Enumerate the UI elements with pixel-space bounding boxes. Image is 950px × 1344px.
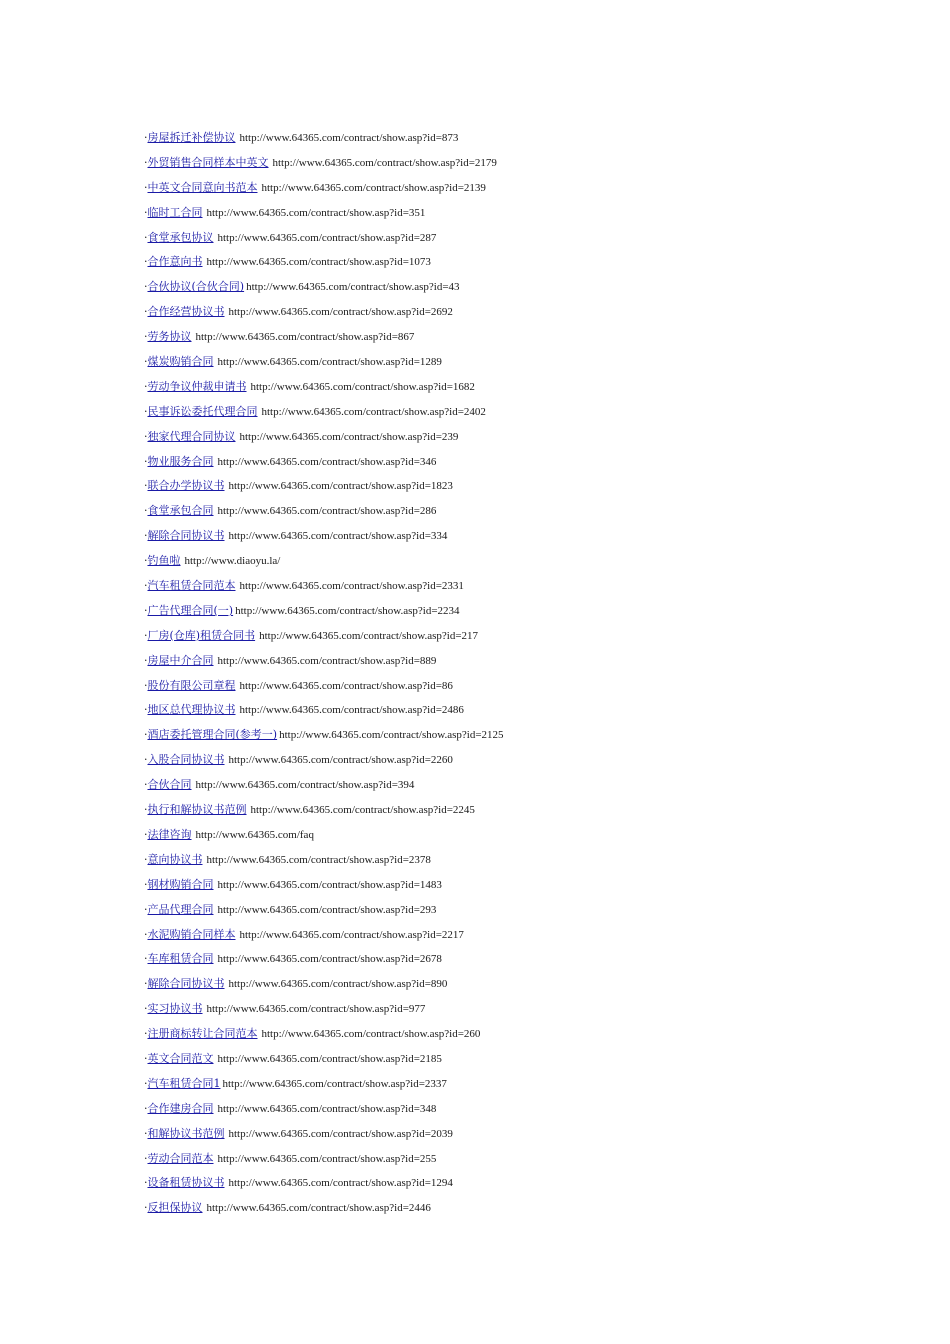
bullet-dot: ·	[144, 728, 148, 742]
list-item	[144, 450, 504, 475]
contract-title-link[interactable]: 临时工合同	[147, 205, 203, 219]
bullet-dot: ·	[144, 429, 148, 443]
list-item	[144, 549, 504, 574]
contract-title-link[interactable]: 和解协议书范例	[147, 1126, 225, 1140]
contract-title-link[interactable]: 合伙协议(合伙合同)	[147, 280, 245, 294]
list-item	[144, 250, 504, 275]
bullet-dot: ·	[144, 628, 148, 642]
list-item	[144, 275, 504, 300]
bullet-dot: ·	[144, 852, 148, 866]
bullet-dot: ·	[144, 653, 148, 667]
list-item	[144, 350, 504, 375]
bullet-dot: ·	[144, 1126, 148, 1140]
bullet-dot: ·	[144, 927, 148, 941]
contract-title-link[interactable]: 厂房(仓库)租赁合同书	[147, 628, 256, 642]
contract-url-text: http://www.64365.com/contract/show.asp?id=1483	[217, 878, 442, 891]
contract-title-link[interactable]: 食堂承包合同	[147, 504, 214, 518]
contract-url-text: http://www.64365.com/contract/show.asp?id=255	[217, 1152, 437, 1165]
list-item	[144, 1022, 504, 1047]
contract-title-link[interactable]: 房屋中介合同	[147, 653, 214, 667]
contract-url-text: http://www.64365.com/contract/show.asp?id=2486	[239, 704, 464, 717]
contract-url-text: http://www.64365.com/contract/show.asp?id=2179	[272, 156, 497, 169]
list-item	[144, 848, 504, 873]
bullet-dot: ·	[144, 753, 148, 767]
contract-title-link[interactable]: 煤炭购销合同	[147, 355, 214, 369]
bullet-dot: ·	[144, 827, 148, 841]
list-item	[144, 226, 504, 251]
contract-title-link[interactable]: 解除合同协议书	[147, 529, 225, 543]
bullet-dot: ·	[144, 877, 148, 891]
contract-title-link[interactable]: 劳动争议仲裁申请书	[147, 379, 247, 393]
bullet-dot: ·	[144, 1201, 148, 1215]
contract-title-link[interactable]: 钢材购销合同	[147, 877, 214, 891]
contract-url-text: http://www.64365.com/contract/show.asp?id=2446	[206, 1202, 431, 1215]
contract-url-text: http://www.64365.com/contract/show.asp?id=1073	[206, 256, 431, 269]
contract-title-link[interactable]: 合作经营协议书	[147, 305, 225, 319]
contract-title-link[interactable]: 执行和解协议书范例	[147, 803, 247, 817]
contract-title-link[interactable]: 设备租赁协议书	[147, 1176, 225, 1190]
list-item	[144, 823, 504, 848]
bullet-dot: ·	[144, 529, 148, 543]
contract-url-text: http://www.64365.com/contract/show.asp?id=346	[217, 455, 437, 468]
contract-url-text: http://www.64365.com/contract/show.asp?id=2260	[228, 754, 453, 767]
list-item	[144, 499, 504, 524]
list-item	[144, 649, 504, 674]
bullet-dot: ·	[144, 678, 148, 692]
contract-url-text: http://www.64365.com/contract/show.asp?id=43	[246, 281, 460, 294]
contract-title-link[interactable]: 广告代理合同(一)	[147, 603, 234, 617]
list-item	[144, 997, 504, 1022]
contract-title-link[interactable]: 水泥购销合同样本	[147, 927, 236, 941]
contract-title-link[interactable]: 物业服务合同	[147, 454, 214, 468]
contract-url-text: http://www.64365.com/contract/show.asp?id=2331	[239, 580, 464, 593]
contract-title-link[interactable]: 汽车租赁合同范本	[147, 579, 236, 593]
list-item	[144, 574, 504, 599]
contract-title-link[interactable]: 外贸销售合同样本中英文	[147, 155, 269, 169]
contract-url-text: http://www.64365.com/contract/show.asp?id=2378	[206, 853, 431, 866]
bullet-dot: ·	[144, 703, 148, 717]
bullet-dot: ·	[144, 330, 148, 344]
bullet-dot: ·	[144, 479, 148, 493]
contract-url-text: http://www.64365.com/contract/show.asp?id=348	[217, 1102, 437, 1115]
contract-title-link[interactable]: 车库租赁合同	[147, 952, 214, 966]
list-item	[144, 400, 504, 425]
contract-title-link[interactable]: 合作建房合同	[147, 1101, 214, 1115]
bullet-dot: ·	[144, 355, 148, 369]
contract-title-link[interactable]: 入股合同协议书	[147, 753, 225, 767]
list-item	[144, 798, 504, 823]
contract-title-link[interactable]: 股份有限公司章程	[147, 678, 236, 692]
contract-url-text: http://www.64365.com/faq	[195, 828, 314, 841]
bullet-dot: ·	[144, 230, 148, 244]
bullet-dot: ·	[144, 1151, 148, 1165]
contract-title-link[interactable]: 注册商标转让合同范本	[147, 1027, 258, 1041]
contract-url-text: http://www.64365.com/contract/show.asp?id=2337	[222, 1077, 447, 1090]
list-item	[144, 1171, 504, 1196]
bullet-dot: ·	[144, 454, 148, 468]
contract-url-text: http://www.64365.com/contract/show.asp?id=239	[239, 430, 459, 443]
bullet-dot: ·	[144, 778, 148, 792]
contract-link-list	[144, 126, 504, 1221]
contract-url-text: http://www.64365.com/contract/show.asp?id=217	[259, 629, 479, 642]
contract-url-text: http://www.64365.com/contract/show.asp?id=351	[206, 206, 426, 219]
bullet-dot: ·	[144, 155, 148, 169]
contract-url-text: http://www.64365.com/contract/show.asp?id=260	[261, 1028, 481, 1041]
contract-title-link[interactable]: 中英文合同意向书范本	[147, 180, 258, 194]
list-item	[144, 923, 504, 948]
contract-title-link[interactable]: 联合办学协议书	[147, 479, 225, 493]
contract-url-text: http://www.64365.com/contract/show.asp?id=2217	[239, 928, 464, 941]
list-item	[144, 300, 504, 325]
list-item	[144, 1072, 504, 1097]
list-item	[144, 599, 504, 624]
contract-url-text: http://www.64365.com/contract/show.asp?id=86	[239, 679, 453, 692]
contract-url-text: http://www.64365.com/contract/show.asp?id=873	[239, 132, 459, 144]
list-item	[144, 898, 504, 923]
contract-url-text: http://www.64365.com/contract/show.asp?id=293	[217, 903, 437, 916]
contract-url-text: http://www.64365.com/contract/show.asp?id=890	[228, 978, 448, 991]
contract-url-text: http://www.diaoyu.la/	[184, 555, 281, 568]
bullet-dot: ·	[144, 131, 148, 144]
bullet-dot: ·	[144, 977, 148, 991]
list-item	[144, 1122, 504, 1147]
bullet-dot: ·	[144, 404, 148, 418]
list-item	[144, 325, 504, 350]
contract-url-text: http://www.64365.com/contract/show.asp?id=394	[195, 779, 415, 792]
bullet-dot: ·	[144, 1002, 148, 1016]
bullet-dot: ·	[144, 803, 148, 817]
list-item	[144, 947, 504, 972]
contract-title-link[interactable]: 地区总代理协议书	[147, 703, 236, 717]
contract-url-text: http://www.64365.com/contract/show.asp?id=2234	[235, 604, 460, 617]
contract-title-link[interactable]: 独家代理合同协议	[147, 429, 236, 443]
list-item	[144, 748, 504, 773]
contract-title-link[interactable]: 钓鱼啦	[147, 554, 181, 568]
contract-url-text: http://www.64365.com/contract/show.asp?id=2039	[228, 1127, 453, 1140]
contract-url-text: http://www.64365.com/contract/show.asp?id=286	[217, 505, 437, 518]
contract-url-text: http://www.64365.com/contract/show.asp?id=1289	[217, 356, 442, 369]
contract-url-text: http://www.64365.com/contract/show.asp?id=2185	[217, 1052, 442, 1065]
list-item	[144, 201, 504, 226]
contract-url-text: http://www.64365.com/contract/show.asp?id=2692	[228, 306, 453, 319]
list-item	[144, 1147, 504, 1172]
bullet-dot: ·	[144, 902, 148, 916]
contract-title-link[interactable]: 解除合同协议书	[147, 977, 225, 991]
contract-url-text: http://www.64365.com/contract/show.asp?id=977	[206, 1003, 426, 1016]
bullet-dot: ·	[144, 952, 148, 966]
contract-title-link[interactable]: 意向协议书	[147, 852, 203, 866]
bullet-dot: ·	[144, 1027, 148, 1041]
contract-url-text: http://www.64365.com/contract/show.asp?id=334	[228, 530, 448, 543]
list-item	[144, 873, 504, 898]
list-item	[144, 773, 504, 798]
contract-title-link[interactable]: 合伙合同	[147, 778, 192, 792]
bullet-dot: ·	[144, 579, 148, 593]
contract-url-text: http://www.64365.com/contract/show.asp?id=1294	[228, 1177, 453, 1190]
bullet-dot: ·	[144, 205, 148, 219]
contract-title-link[interactable]: 食堂承包协议	[147, 230, 214, 244]
list-item	[144, 1196, 504, 1221]
list-item	[144, 126, 504, 151]
bullet-dot: ·	[144, 1076, 148, 1090]
contract-url-text: http://www.64365.com/contract/show.asp?id=2678	[217, 953, 442, 966]
bullet-dot: ·	[144, 504, 148, 518]
bullet-dot: ·	[144, 603, 148, 617]
contract-title-link[interactable]: 法律咨询	[147, 827, 192, 841]
bullet-dot: ·	[144, 554, 148, 568]
contract-title-link[interactable]: 合作意向书	[147, 255, 203, 269]
list-item	[144, 425, 504, 450]
list-item	[144, 972, 504, 997]
bullet-dot: ·	[144, 379, 148, 393]
contract-url-text: http://www.64365.com/contract/show.asp?id=2245	[250, 804, 475, 817]
list-item	[144, 474, 504, 499]
bullet-dot: ·	[144, 305, 148, 319]
contract-title-link[interactable]: 产品代理合同	[147, 902, 214, 916]
contract-title-link[interactable]: 劳务协议	[147, 330, 192, 344]
contract-title-link[interactable]: 酒店委托管理合同(参考一)	[147, 728, 278, 742]
bullet-dot: ·	[144, 180, 148, 194]
bullet-dot: ·	[144, 1176, 148, 1190]
list-item	[144, 1047, 504, 1072]
contract-title-link[interactable]: 民事诉讼委托代理合同	[147, 404, 258, 418]
list-item	[144, 698, 504, 723]
contract-title-link[interactable]: 汽车租赁合同1	[147, 1076, 221, 1090]
list-item	[144, 1097, 504, 1122]
contract-title-link[interactable]: 房屋拆迁补偿协议	[147, 131, 236, 144]
bullet-dot: ·	[144, 280, 148, 294]
contract-url-text: http://www.64365.com/contract/show.asp?id=2139	[261, 181, 486, 194]
contract-title-link[interactable]: 实习协议书	[147, 1002, 203, 1016]
contract-title-link[interactable]: 反担保协议	[147, 1201, 203, 1215]
contract-title-link[interactable]: 劳动合同范本	[147, 1151, 214, 1165]
contract-url-text: http://www.64365.com/contract/show.asp?id=867	[195, 331, 415, 344]
list-item	[144, 624, 504, 649]
list-item	[144, 674, 504, 699]
list-item	[144, 375, 504, 400]
contract-url-text: http://www.64365.com/contract/show.asp?id=2402	[261, 405, 486, 418]
list-item	[144, 151, 504, 176]
list-item	[144, 176, 504, 201]
contract-url-text: http://www.64365.com/contract/show.asp?id=287	[217, 231, 437, 244]
contract-title-link[interactable]: 英文合同范文	[147, 1051, 214, 1065]
bullet-dot: ·	[144, 1051, 148, 1065]
contract-url-text: http://www.64365.com/contract/show.asp?id=889	[217, 654, 437, 667]
bullet-dot: ·	[144, 1101, 148, 1115]
contract-url-text: http://www.64365.com/contract/show.asp?id=2125	[279, 729, 504, 742]
contract-url-text: http://www.64365.com/contract/show.asp?id=1682	[250, 380, 475, 393]
list-item	[144, 723, 504, 748]
bullet-dot: ·	[144, 255, 148, 269]
list-item	[144, 524, 504, 549]
contract-url-text: http://www.64365.com/contract/show.asp?id=1823	[228, 480, 453, 493]
